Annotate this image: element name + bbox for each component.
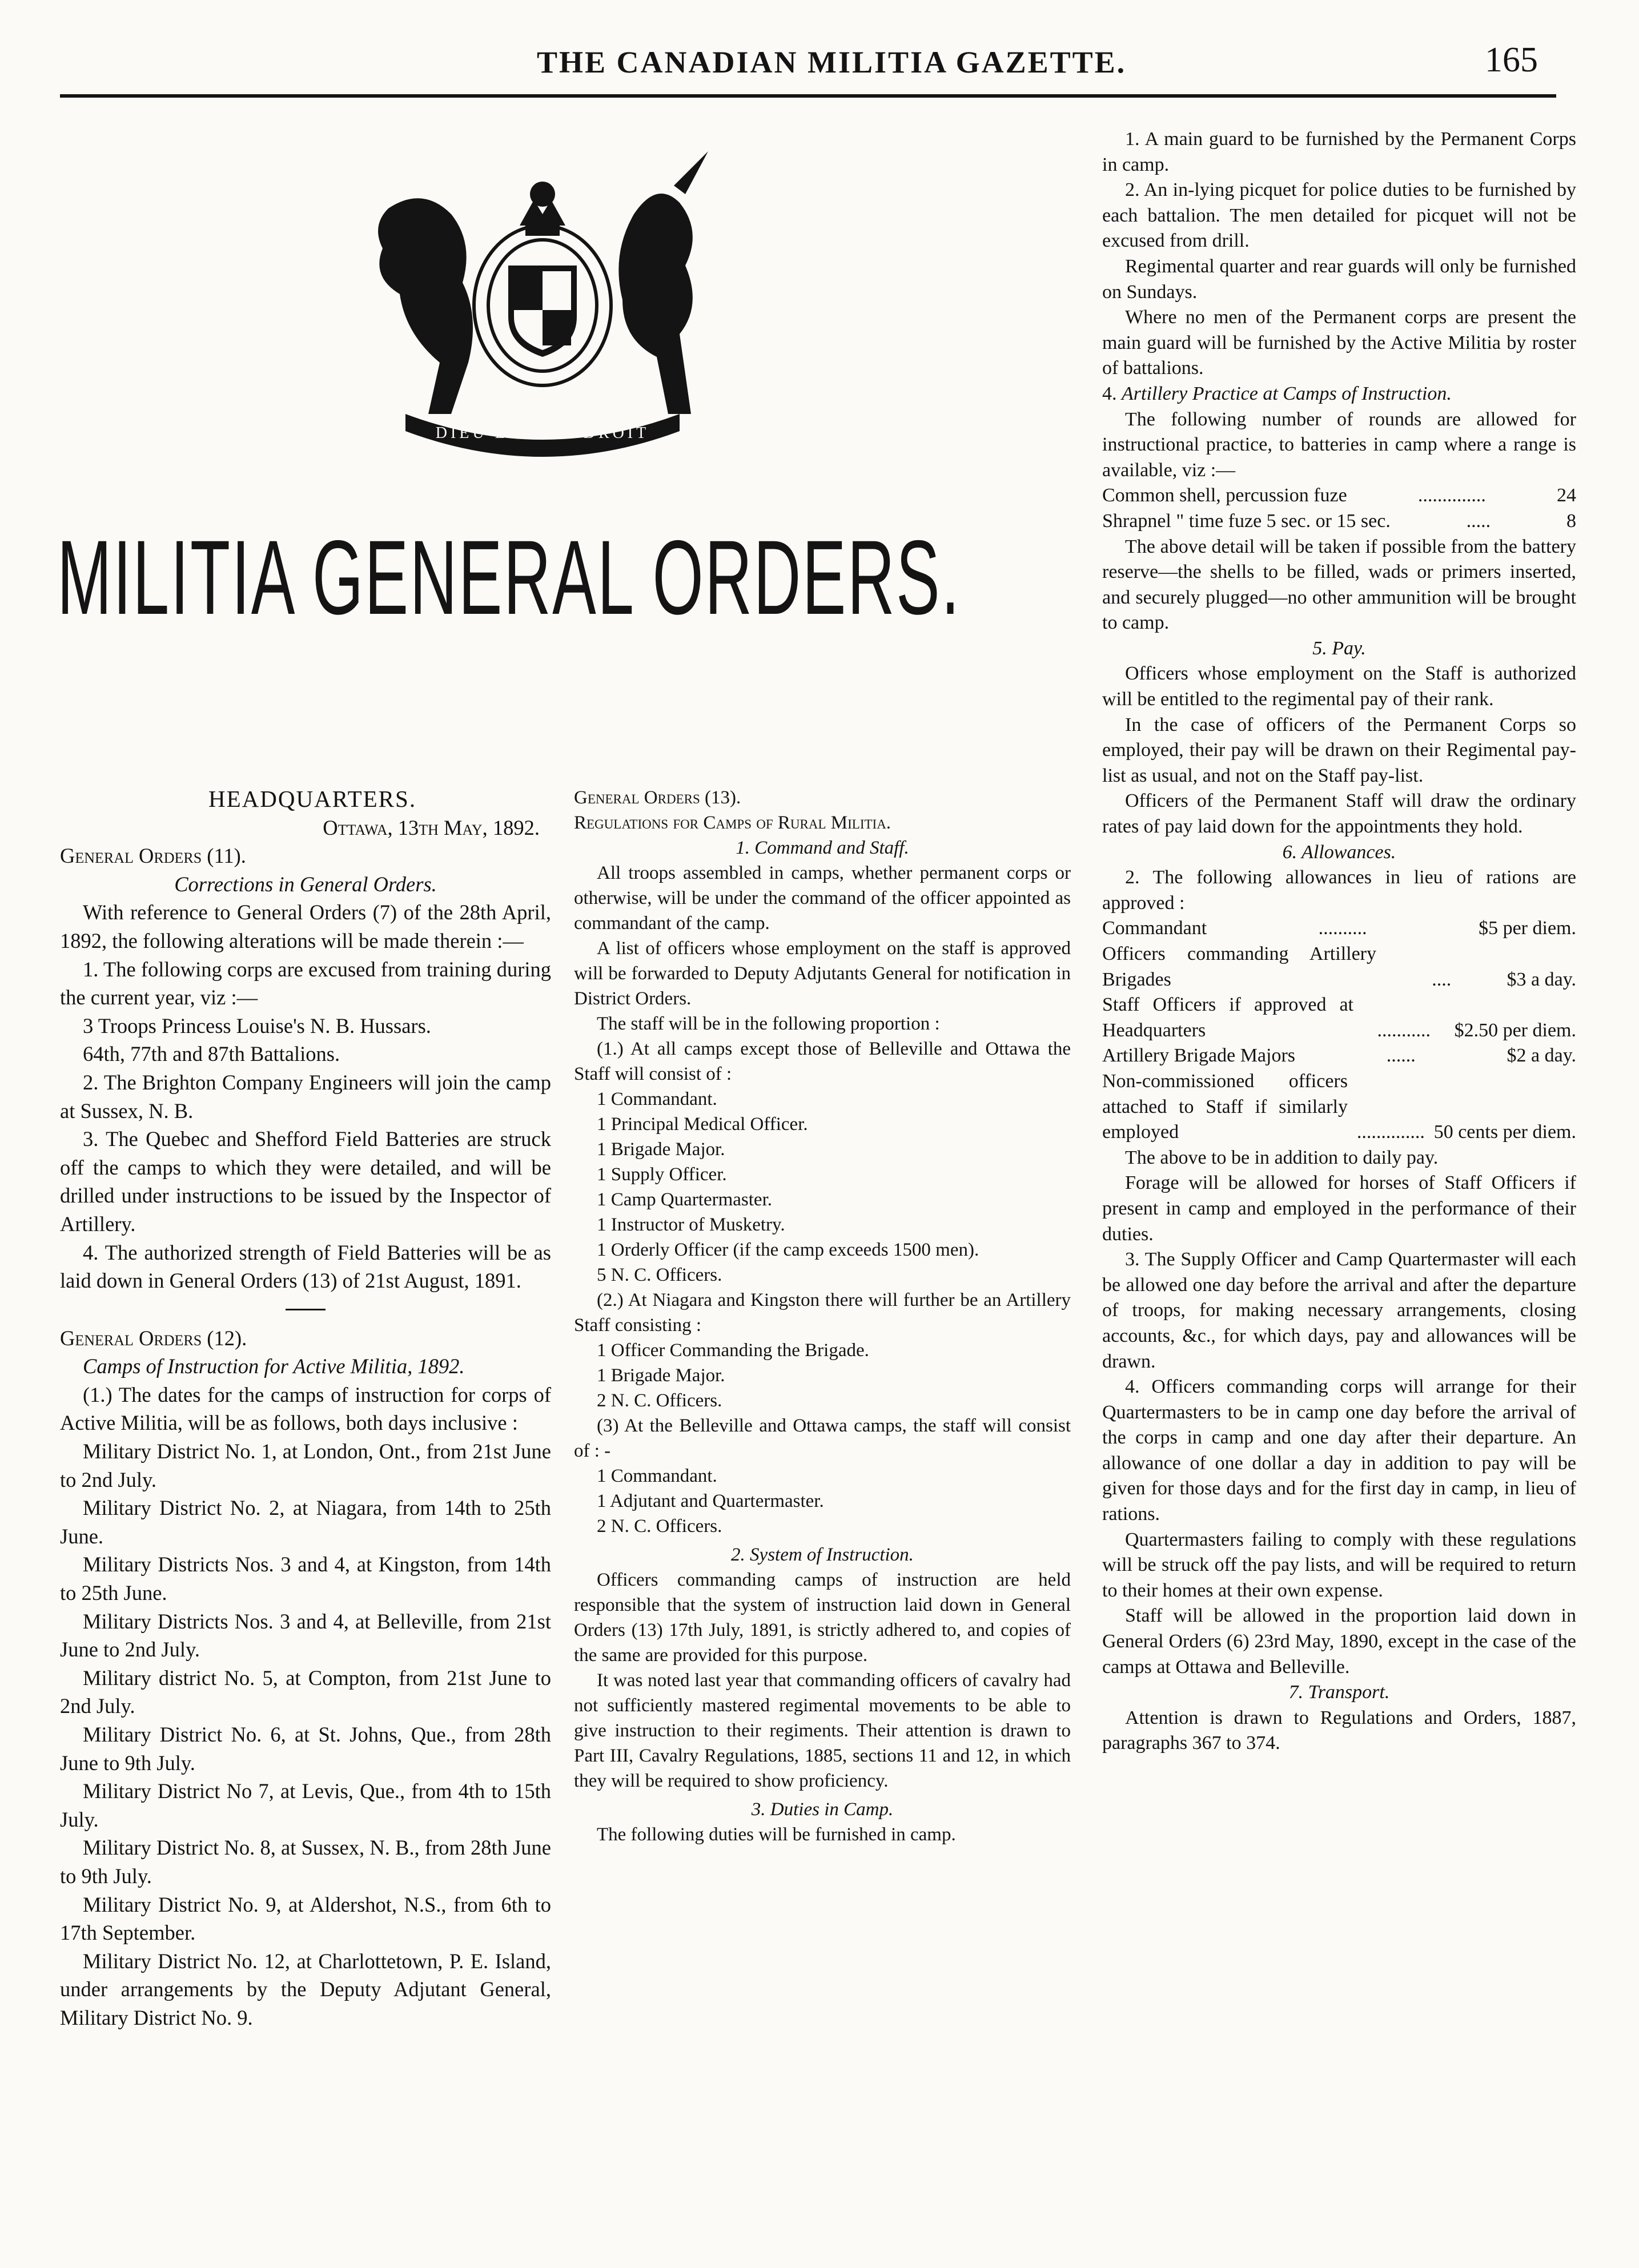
paragraph: Quartermasters failing to comply with these regulations will be struck off the pay lists, and will be required to return to their homes at their own expense. <box>1102 1529 1576 1601</box>
dateline: Ottawa, 13th May, 1892. <box>323 815 540 839</box>
section-heading: 3. Duties in Camp. <box>751 1799 894 1820</box>
paragraph: Officers whose employment on the Staff is authorized will be entitled to the regimental pay of their rank. <box>1102 663 1576 710</box>
ammo-row <box>1102 509 1576 534</box>
allowance-row <box>1102 1069 1576 1145</box>
leader-dots: ...... <box>1386 1045 1416 1067</box>
allowance-value: $3 a day. <box>1507 968 1576 990</box>
leader-dots: .... <box>1432 968 1452 990</box>
column-right <box>1102 127 1576 1756</box>
go12-subtitle: Camps of Instruction for Active Militia, 1892. <box>83 1354 465 1378</box>
staff-item: 1 Adjutant and Quartermaster. <box>597 1491 824 1511</box>
paragraph: 4. Officers commanding corps will arrange for their Quartermasters to be in camp one day before the arrival of the corps in camp and one day after their departure. An allowance of one dollar a day in addition to pay will be given for those days and for the first day in camp, in lieu of rations. <box>1102 1376 1576 1525</box>
section-heading: 7. Transport. <box>1288 1682 1390 1703</box>
duty-item: 1. A main guard to be furnished by the Permanent Corps in camp. <box>1102 128 1576 175</box>
paragraph: Officers of the Permanent Staff will draw the ordinary rates of pay laid down for the appointments they hold. <box>1102 790 1576 838</box>
staff-item: 1 Supply Officer. <box>597 1164 727 1185</box>
go11-list-item: 64th, 77th and 87th Battalions. <box>83 1042 340 1066</box>
paragraph: In the case of officers of the Permanent Corps so employed, their pay will be drawn on their Regimental pay-list as usual, and not on the Staff pay-list. <box>1102 714 1576 786</box>
allowance-row <box>1102 916 1576 942</box>
staff-item: 1 Commandant. <box>597 1466 717 1486</box>
masthead <box>0 0 1639 108</box>
staff-item: 1 Camp Quartermaster. <box>597 1189 772 1210</box>
go11-title: General Orders (11). <box>60 844 246 868</box>
leader-dots: .............. <box>1417 485 1486 506</box>
ammo-label: Shrapnel " time fuze 5 sec. or 15 sec. <box>1102 510 1391 532</box>
paragraph: Regimental quarter and rear guards will only be furnished on Sundays. <box>1102 255 1576 303</box>
go11-para: 3. The Quebec and Shefford Field Batteries are struck off the camps to which they were detailed, and will be drilled under instructions to be issued by the Inspector of Artillery. <box>60 1127 551 1236</box>
go11-list-item: 3 Troops Princess Louise's N. B. Hussars. <box>83 1014 431 1038</box>
section-heading: 5. Pay. <box>1312 637 1366 659</box>
section-heading: 2. System of Instruction. <box>731 1545 914 1565</box>
section-divider <box>286 1309 326 1310</box>
go11-para: 2. The Brighton Company Engineers will join the camp at Sussex, N. B. <box>60 1070 551 1123</box>
go11-para: 4. The authorized strength of Field Batteries will be as laid down in General Orders (13) of 21st August, 1891. <box>60 1240 551 1293</box>
paragraph: (2.) At Niagara and Kingston there will further be an Artillery Staff consisting : <box>574 1290 1071 1336</box>
duty-item: 2. An in-lying picquet for police duties to be furnished by each battalion. The men detailed for picquet will not be excused from drill. <box>1102 179 1576 252</box>
leader-dots: ........... <box>1377 1019 1431 1041</box>
royal-coat-of-arms-icon <box>337 146 748 460</box>
leader-dots: ..... <box>1466 510 1491 532</box>
section-heading <box>1102 381 1576 407</box>
paragraph: Staff will be allowed in the proportion laid down in General Orders (6) 23rd May, 1890, except in the case of the camps at Ottawa and Belleville. <box>1102 1605 1576 1678</box>
go12-para: (1.) The dates for the camps of instruction for corps of Active Militia, will be as follows, both days inclusive : <box>60 1382 551 1435</box>
header-rule <box>60 94 1556 98</box>
district-item: Military District No. 9, at Aldershot, N.S., from 6th to 17th September. <box>60 1892 551 1945</box>
go11-subtitle: Corrections in General Orders. <box>174 872 437 896</box>
staff-item: 2 N. C. Officers. <box>597 1390 722 1411</box>
headquarters-heading: HEADQUARTERS. <box>208 786 417 812</box>
section-heading: 1. Command and Staff. <box>736 838 909 858</box>
paragraph: It was noted last year that commanding officers of cavalry had not sufficiently mastered regimental movements to be able to give instruction to their regiments. Their attention is drawn to Part III, Cavalry Regulations, 1885, sections 11 and 12, in which they will be required to show proficiency. <box>574 1670 1071 1791</box>
staff-item: 1 Principal Medical Officer. <box>597 1114 808 1135</box>
allowance-label: Non-commissioned officers attached to Staff if similarly employed <box>1102 1070 1348 1143</box>
banner-heading: MILITIA GENERAL ORDERS. <box>57 519 961 637</box>
paragraph: Where no men of the Permanent corps are present the main guard will be furnished by the Active Militia by roster of battalions. <box>1102 307 1576 379</box>
paragraph: 3. The Supply Officer and Camp Quartermaster will each be allowed one day before the arrival and after the departure of troops, for making necessary arrangements, closing accounts, &c., for which days, pay and allowances will be drawn. <box>1102 1249 1576 1372</box>
crest-motto: DIEU ET MON DROIT <box>435 424 650 442</box>
ammo-value: 8 <box>1566 510 1576 532</box>
staff-item: 1 Commandant. <box>597 1089 717 1109</box>
district-item: Military Districts Nos. 3 and 4, at Belleville, from 21st June to 2nd July. <box>60 1609 551 1662</box>
paragraph: The above to be in addition to daily pay. <box>1125 1147 1439 1168</box>
district-item: Military district No. 5, at Compton, from 21st June to 2nd July. <box>60 1666 551 1718</box>
district-item: Military District No. 6, at St. Johns, Que., from 28th June to 9th July. <box>60 1723 551 1775</box>
page-number: 165 <box>1485 41 1538 79</box>
column-left <box>60 785 551 2032</box>
allowance-value: $5 per diem. <box>1479 918 1576 939</box>
go11-para: With reference to General Orders (7) of the 28th April, 1892, the following alterations will be made therein :— <box>60 900 551 952</box>
ammo-row <box>1102 483 1576 509</box>
ammo-label: Common shell, percussion fuze <box>1102 485 1347 506</box>
allowance-label: Officers commanding Artillery Brigades <box>1102 943 1376 990</box>
allowance-row <box>1102 942 1576 992</box>
district-item: Military District No. 8, at Sussex, N. B., from 28th June to 9th July. <box>60 1836 551 1888</box>
staff-item: 1 Orderly Officer (if the camp exceeds 1500 men). <box>597 1240 979 1260</box>
staff-item: 2 N. C. Officers. <box>597 1516 722 1537</box>
gazette-title: THE CANADIAN MILITIA GAZETTE. <box>537 45 1127 79</box>
staff-item: 1 Instructor of Musketry. <box>597 1215 785 1235</box>
section-heading: 6. Allowances. <box>1282 841 1396 863</box>
paragraph: Attention is drawn to Regulations and Orders, 1887, paragraphs 367 to 374. <box>1102 1707 1576 1754</box>
paragraph: Forage will be allowed for horses of Staff Officers if present in camp and employed in the performance of their duties. <box>1102 1172 1576 1245</box>
paragraph: A list of officers whose employment on the staff is approved will be forwarded to Deputy Adjutants General for notification in District Orders. <box>574 938 1071 1009</box>
staff-item: 1 Brigade Major. <box>597 1139 725 1160</box>
column-middle <box>574 785 1071 1847</box>
paragraph: All troops assembled in camps, whether permanent corps or otherwise, will be under the command of the officer appointed as commandant of the camp. <box>574 863 1071 934</box>
staff-item: 5 N. C. Officers. <box>597 1265 722 1285</box>
district-item: Military District No 7, at Levis, Que., from 4th to 15th July. <box>60 1779 551 1831</box>
paragraph: The following number of rounds are allowed for instructional practice, to batteries in camp where a range is available, viz :— <box>1102 408 1576 481</box>
go11-para: 1. The following corps are excused from training during the current year, viz :— <box>60 957 551 1010</box>
allowance-row <box>1102 992 1576 1043</box>
paragraph: The following duties will be furnished in camp. <box>597 1824 956 1845</box>
district-item: Military District No. 2, at Niagara, from 14th to 25th June. <box>60 1496 551 1548</box>
allowance-label: Staff Officers if approved at Headquarters <box>1102 994 1353 1041</box>
go13-subtitle: Regulations for Camps of Rural Militia. <box>574 813 891 833</box>
district-item: Military District No. 12, at Charlottetown, P. E. Island, under arrangements by the Deputy Adjutant General, Military District No. 9. <box>60 1949 551 2029</box>
allowance-value: $2 a day. <box>1507 1045 1576 1067</box>
paragraph: Officers commanding camps of instruction are held responsible that the system of instruction laid down in General Orders (13) 17th July, 1891, is strictly adhered to, and copies of the same are provided for this purpose. <box>574 1570 1071 1666</box>
allowance-label: Commandant <box>1102 918 1207 939</box>
paragraph: (1.) At all camps except those of Belleville and Ottawa the Staff will consist of : <box>574 1039 1071 1084</box>
paragraph: 2. The following allowances in lieu of rations are approved : <box>1102 867 1576 914</box>
paragraph: (3) At the Belleville and Ottawa camps, the staff will consist of : - <box>574 1416 1071 1461</box>
paragraph: The staff will be in the following proportion : <box>597 1014 940 1034</box>
allowance-label: Artillery Brigade Majors <box>1102 1045 1296 1067</box>
ammo-value: 24 <box>1556 485 1576 506</box>
go12-title: General Orders (12). <box>60 1326 247 1350</box>
leader-dots: .......... <box>1318 918 1367 939</box>
allowance-row <box>1102 1043 1576 1069</box>
section-number: 4. <box>1102 383 1117 404</box>
staff-item: 1 Brigade Major. <box>597 1365 725 1386</box>
go13-title: General Orders (13). <box>574 787 741 808</box>
leader-dots: .............. <box>1356 1121 1425 1143</box>
staff-item: 1 Officer Commanding the Brigade. <box>597 1340 869 1361</box>
district-item: Military Districts Nos. 3 and 4, at Kingston, from 14th to 25th June. <box>60 1553 551 1605</box>
section-title: Artillery Practice at Camps of Instruction. <box>1122 383 1452 404</box>
district-item: Military District No. 1, at London, Ont., from 21st June to 2nd July. <box>60 1439 551 1491</box>
paragraph: The above detail will be taken if possible from the battery reserve—the shells to be filled, wads or primers inserted, and securely plugged—no other ammunition will be brought to camp. <box>1102 536 1576 634</box>
allowance-value: 50 cents per diem. <box>1433 1121 1576 1143</box>
allowance-value: $2.50 per diem. <box>1454 1019 1576 1041</box>
